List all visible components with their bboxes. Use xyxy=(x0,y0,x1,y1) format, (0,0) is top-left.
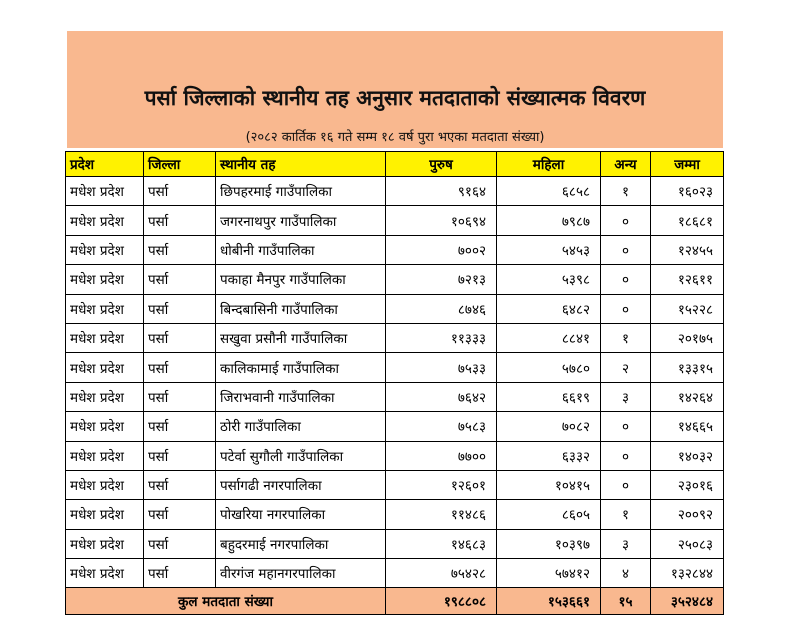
total-other: १५ xyxy=(601,588,651,615)
cell-male: ११४८६ xyxy=(386,500,497,529)
cell-province: मधेश प्रदेश xyxy=(66,177,144,206)
cell-other: ० xyxy=(601,206,651,235)
document-title: पर्सा जिल्लाको स्थानीय तह अनुसार मतदाताको संख्यात्मक विवरण xyxy=(144,86,646,110)
cell-male: ७५८३ xyxy=(386,412,497,441)
voter-table xyxy=(65,151,724,615)
cell-province: मधेश प्रदेश xyxy=(66,441,144,470)
cell-district: पर्सा xyxy=(144,353,216,382)
cell-total: २५०८३ xyxy=(651,529,724,558)
cell-local-level: सखुवा प्रसौनी गाउँपालिका xyxy=(216,323,386,352)
table-row xyxy=(66,265,724,294)
cell-other: २ xyxy=(601,353,651,382)
header-male: पुरुष xyxy=(386,152,497,177)
cell-local-level: छिपहरमाई गाउँपालिका xyxy=(216,177,386,206)
cell-male: ७७०० xyxy=(386,441,497,470)
total-grand: ३५२४८४ xyxy=(651,588,724,615)
cell-local-level: जिराभवानी गाउँपालिका xyxy=(216,382,386,411)
cell-total: १४६६५ xyxy=(651,412,724,441)
total-row xyxy=(66,588,724,615)
header-province: प्रदेश xyxy=(66,152,144,177)
cell-local-level: धोबीनी गाउँपालिका xyxy=(216,235,386,264)
cell-district: पर्सा xyxy=(144,412,216,441)
total-female: १५३६६१ xyxy=(497,588,601,615)
table-row xyxy=(66,470,724,499)
cell-province: मधेश प्रदेश xyxy=(66,500,144,529)
cell-province: मधेश प्रदेश xyxy=(66,323,144,352)
cell-female: ५४५३ xyxy=(497,235,601,264)
cell-total: १३२८४४ xyxy=(651,559,724,588)
cell-province: मधेश प्रदेश xyxy=(66,294,144,323)
table-row xyxy=(66,235,724,264)
table-row xyxy=(66,294,724,323)
table-row xyxy=(66,559,724,588)
cell-male: १०६९४ xyxy=(386,206,497,235)
cell-female: ७०८२ xyxy=(497,412,601,441)
cell-female: ६८५८ xyxy=(497,177,601,206)
cell-other: ३ xyxy=(601,382,651,411)
header-district: जिल्ला xyxy=(144,152,216,177)
cell-male: १४६८३ xyxy=(386,529,497,558)
table-row xyxy=(66,500,724,529)
cell-other: ३ xyxy=(601,529,651,558)
table-row xyxy=(66,177,724,206)
cell-province: मधेश प्रदेश xyxy=(66,235,144,264)
cell-male: ८७४६ xyxy=(386,294,497,323)
cell-local-level: बहुदरमाई नगरपालिका xyxy=(216,529,386,558)
cell-district: पर्सा xyxy=(144,529,216,558)
cell-male: ७००२ xyxy=(386,235,497,264)
cell-total: २०१७५ xyxy=(651,323,724,352)
cell-district: पर्सा xyxy=(144,500,216,529)
cell-district: पर्सा xyxy=(144,294,216,323)
cell-local-level: कालिकामाई गाउँपालिका xyxy=(216,353,386,382)
cell-total: १२४५५ xyxy=(651,235,724,264)
table-row xyxy=(66,353,724,382)
cell-province: मधेश प्रदेश xyxy=(66,382,144,411)
cell-female: ८८४१ xyxy=(497,323,601,352)
cell-total: १८६८१ xyxy=(651,206,724,235)
cell-local-level: बिन्दबासिनी गाउँपालिका xyxy=(216,294,386,323)
cell-district: पर्सा xyxy=(144,177,216,206)
cell-district: पर्सा xyxy=(144,470,216,499)
cell-female: ५७८० xyxy=(497,353,601,382)
cell-total: १२६११ xyxy=(651,265,724,294)
header-local-level: स्थानीय तह xyxy=(216,152,386,177)
table-row xyxy=(66,323,724,352)
cell-local-level: पटेर्वा सुगौली गाउँपालिका xyxy=(216,441,386,470)
cell-male: ११३३३ xyxy=(386,323,497,352)
total-label: कुल मतदाता संख्या xyxy=(66,588,386,615)
cell-male: ९१६४ xyxy=(386,177,497,206)
cell-district: पर्सा xyxy=(144,206,216,235)
cell-female: १०४१५ xyxy=(497,470,601,499)
cell-local-level: वीरगंज महानगरपालिका xyxy=(216,559,386,588)
cell-province: मधेश प्रदेश xyxy=(66,265,144,294)
cell-female: ५७४१२ xyxy=(497,559,601,588)
cell-local-level: ठोरी गाउँपालिका xyxy=(216,412,386,441)
table-row xyxy=(66,412,724,441)
cell-female: १०३९७ xyxy=(497,529,601,558)
cell-local-level: पोखरिया नगरपालिका xyxy=(216,500,386,529)
cell-other: ० xyxy=(601,235,651,264)
cell-female: ६६१९ xyxy=(497,382,601,411)
cell-province: मधेश प्रदेश xyxy=(66,470,144,499)
cell-province: मधेश प्रदेश xyxy=(66,412,144,441)
cell-local-level: जगरनाथपुर गाउँपालिका xyxy=(216,206,386,235)
table-row xyxy=(66,382,724,411)
table-row xyxy=(66,441,724,470)
cell-other: १ xyxy=(601,500,651,529)
cell-total: १४०३२ xyxy=(651,441,724,470)
cell-province: मधेश प्रदेश xyxy=(66,206,144,235)
cell-male: ७२१३ xyxy=(386,265,497,294)
cell-total: १५२२८ xyxy=(651,294,724,323)
table-row xyxy=(66,529,724,558)
cell-total: १६०२३ xyxy=(651,177,724,206)
cell-other: १ xyxy=(601,323,651,352)
header-total: जम्मा xyxy=(651,152,724,177)
cell-female: ८६०५ xyxy=(497,500,601,529)
cell-female: ६३३२ xyxy=(497,441,601,470)
cell-other: ० xyxy=(601,441,651,470)
cell-province: मधेश प्रदेश xyxy=(66,529,144,558)
cell-other: ० xyxy=(601,412,651,441)
cell-local-level: पकाहा मैनपुर गाउँपालिका xyxy=(216,265,386,294)
cell-male: ७५४२८ xyxy=(386,559,497,588)
header-other: अन्य xyxy=(601,152,651,177)
cell-female: ६४८२ xyxy=(497,294,601,323)
table-header-row xyxy=(66,152,724,177)
cell-total: १४२६४ xyxy=(651,382,724,411)
cell-total: २००९२ xyxy=(651,500,724,529)
cell-district: पर्सा xyxy=(144,235,216,264)
cell-other: ० xyxy=(601,470,651,499)
cell-other: १ xyxy=(601,177,651,206)
document-subtitle: (२०८२ कार्तिक १६ गते सम्म १८ वर्ष पुरा भएका मतदाता संख्या) xyxy=(245,130,545,145)
cell-female: ५३९८ xyxy=(497,265,601,294)
header-female: महिला xyxy=(497,152,601,177)
table-row xyxy=(66,206,724,235)
cell-other: ४ xyxy=(601,559,651,588)
cell-other: ० xyxy=(601,294,651,323)
cell-local-level: पर्सागढी नगरपालिका xyxy=(216,470,386,499)
cell-male: ७५३३ xyxy=(386,353,497,382)
cell-other: ० xyxy=(601,265,651,294)
cell-total: २३०१६ xyxy=(651,470,724,499)
cell-district: पर्सा xyxy=(144,382,216,411)
cell-total: १३३१५ xyxy=(651,353,724,382)
cell-male: १२६०१ xyxy=(386,470,497,499)
cell-district: पर्सा xyxy=(144,441,216,470)
cell-province: मधेश प्रदेश xyxy=(66,559,144,588)
cell-district: पर्सा xyxy=(144,265,216,294)
cell-male: ७६४२ xyxy=(386,382,497,411)
cell-district: पर्सा xyxy=(144,559,216,588)
cell-female: ७९८७ xyxy=(497,206,601,235)
total-male: १९८८०८ xyxy=(386,588,497,615)
cell-district: पर्सा xyxy=(144,323,216,352)
cell-province: मधेश प्रदेश xyxy=(66,353,144,382)
